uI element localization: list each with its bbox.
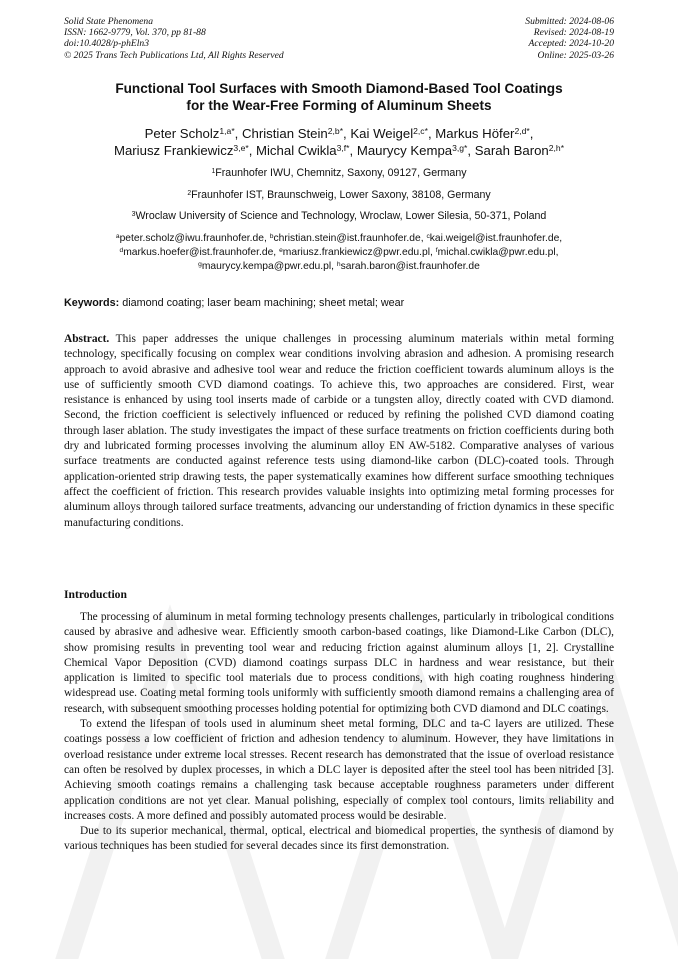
author-name: Markus Höfer <box>435 126 515 141</box>
email-link[interactable]: kai.weigel@ist.fraunhofer.de, <box>429 233 563 244</box>
author-name: Peter Scholz <box>144 126 220 141</box>
author-name: Sarah Baron <box>474 143 549 158</box>
publication-dates <box>525 16 614 61</box>
email-mark: h <box>336 260 341 268</box>
author-affiliation-mark: 3,g* <box>452 142 468 153</box>
author-name: Christian Stein <box>242 126 328 141</box>
author-emails <box>40 232 638 274</box>
journal-name: Solid State Phenomena <box>64 16 153 27</box>
journal-issn: ISSN: 1662-9779, Vol. 370, pp 81-88 <box>64 27 206 39</box>
email-mark: a <box>115 232 120 240</box>
keywords <box>64 296 614 310</box>
affiliation-2 <box>40 189 638 201</box>
date-revised: Revised: 2024-08-19 <box>533 27 614 39</box>
affiliation-number: 3 <box>131 210 136 218</box>
affiliation-3 <box>40 210 638 222</box>
keywords-label: Keywords: <box>64 297 120 309</box>
abstract <box>64 332 614 531</box>
title-line: for the Wear-Free Forming of Aluminum Sheets <box>186 98 492 113</box>
section-heading: Introduction <box>64 588 127 601</box>
keywords-text: diamond coating; laser beam machining; sheet metal; wear <box>122 297 405 309</box>
affiliation-1 <box>40 167 638 179</box>
email-mark: d <box>119 246 124 254</box>
date-online: Online: 2025-03-26 <box>537 49 614 61</box>
email-mark: c <box>426 232 430 240</box>
author-name: Kai Weigel <box>350 126 414 141</box>
affiliation-number: 1 <box>211 167 216 175</box>
abstract-label: Abstract. <box>64 333 110 345</box>
journal-doi: doi:10.4028/p-phEln3 <box>64 38 150 50</box>
email-link[interactable]: mariusz.frankiewicz@pwr.edu.pl, <box>282 247 433 258</box>
author-affiliation-mark: 1,a* <box>219 125 235 136</box>
title-line: Functional Tool Surfaces with Smooth Diamond-Based Tool Coatings <box>115 81 563 96</box>
email-mark: f <box>435 246 438 254</box>
paper-title <box>64 80 614 114</box>
email-link[interactable]: markus.hoefer@ist.fraunhofer.de, <box>123 247 277 258</box>
email-link[interactable]: sarah.baron@ist.fraunhofer.de <box>340 261 480 272</box>
affiliation-text: Fraunhofer IST, Braunschweig, Lower Saxony, 38108, Germany <box>191 189 491 201</box>
affiliation-text: Wroclaw University of Science and Technology, Wroclaw, Lower Silesia, 50-371, Poland <box>135 210 547 222</box>
author-name: Michal Cwikla <box>256 143 337 158</box>
abstract-text: This paper addresses the unique challenges in processing aluminum materials within metal forming technology, specifically focusing on complex wear conditions involving abrasion and adhesion. A promising research approach to avoid abrasive and adhesive tool wear and reduce the friction coefficient towards aluminum alloys is the use of sufficiently smooth CVD diamond coatings. To achieve this, two approaches are considered. First, wear resistance is enhanced by using tool inserts made of carbide or a tungsten alloy, directly coated with CVD diamond. Second, the friction coefficient is selectively influenced or reduced by refining the polished CVD diamond coating through laser ablation. The study investigates the impact of these surface treatments on friction coefficients during both dry and lubricated forming processes involving the aluminum alloy EN AW-5182. Comparative analyses of various surface treatments are conducted against reference tests using diamond-like carbon (DLC)-coated tools. Through application-oriented strip drawing tests, the paper systematically examines how different surface smoothing techniques affect the coefficient of friction. This research provides valuable insights into optimizing metal forming processes for aluminum alloys through tailored surface treatments, advancing our understanding of friction dynamics in these specific manufacturing conditions. <box>64 333 614 529</box>
introduction-body <box>64 610 614 855</box>
author-list: Peter Scholz$^{1,a*}$, Christian Stein$^{2,b*}$, Kai Weigel$^{2,c*}$, Markus Höfer$^{2,d*}$, Mariusz Frankiewicz$^{3,e*}$, Michal Cwikla$^{3,f*}$, Maurycy Kempa$^{3,g*}$, Sarah Baron$^{2,h*}$ <box>113 125 565 158</box>
email-mark: b <box>269 232 274 240</box>
email-link[interactable]: christian.stein@ist.fraunhofer.de, <box>273 233 424 244</box>
paragraph: The processing of aluminum in metal forming technology presents challenges, particularly in tribological conditions caused by abrasive and adhesive wear. Efficiently smooth carbon-based coatings, like Diamond-Like Carbon (DLC), show promising results in preventing tool wear and reducing friction against aluminum alloys [1, 2]. Crystalline Chemical Vapor Deposition (CVD) diamond coatings surpass DLC in hardness and wear resistance, but their application is limited to specific tool materials due to process conditions, with high coating roughness hindering widespread use. Coating metal forming tools uniformly with sufficiently smooth diamond remains a challenging area of research, with subsequent smoothing processes holding potential for optimizing both CVD diamond and DLC coatings. <box>64 611 614 715</box>
paragraph: Due to its superior mechanical, thermal, optical, electrical and biomedical properties, the synthesis of diamond by various techniques has been studied for several decades since its first demonstration. <box>64 825 614 853</box>
date-accepted: Accepted: 2024-10-20 <box>528 38 614 50</box>
author-affiliation-mark: 2,h* <box>548 142 565 153</box>
date-submitted: Submitted: 2024-08-06 <box>525 16 614 27</box>
author-name: Mariusz Frankiewicz <box>113 143 234 158</box>
author-name: Maurycy Kempa <box>356 143 453 158</box>
email-link[interactable]: michal.cwikla@pwr.edu.pl, <box>437 247 559 258</box>
copyright: © 2025 Trans Tech Publications Ltd, All Rights Reserved <box>64 49 284 61</box>
email-link[interactable]: peter.scholz@iwu.fraunhofer.de, <box>119 233 267 244</box>
paragraph: To extend the lifespan of tools used in aluminum sheet metal forming, DLC and ta-C layers are utilized. These coatings possess a low coefficient of friction and adhesion tendency to aluminum. However, they have limitations in overload resistance under extreme local stresses. Recent research has demonstrated that the issue of overload resistance can often be resolved by duplex processes, in which a DLC layer is deposited after the steel tool has been nitrided [3]. Achieving smooth coatings remains a challenging task because acceptable roughness parameters under different application conditions are not yet clear. Manual polishing, especially of complex tool contours, limits reliability and increases costs. A more defined and possibly automated process would be desirable. <box>64 718 614 822</box>
author-affiliation-mark: 2,b* <box>327 125 344 136</box>
email-mark: g <box>198 260 202 268</box>
author-affiliation-mark: 2,d* <box>514 125 530 136</box>
email-mark: e <box>279 246 283 254</box>
journal-info <box>64 16 284 61</box>
email-link[interactable]: maurycy.kempa@pwr.edu.pl, <box>201 261 335 272</box>
affiliation-text: Fraunhofer IWU, Chemnitz, Saxony, 09127, Germany <box>215 167 467 179</box>
author-affiliation-mark: 2,c* <box>413 125 428 136</box>
affiliation-number: 2 <box>187 189 192 197</box>
author-affiliation-mark: 3,f* <box>336 142 350 153</box>
author-affiliation-mark: 3,e* <box>233 142 249 153</box>
